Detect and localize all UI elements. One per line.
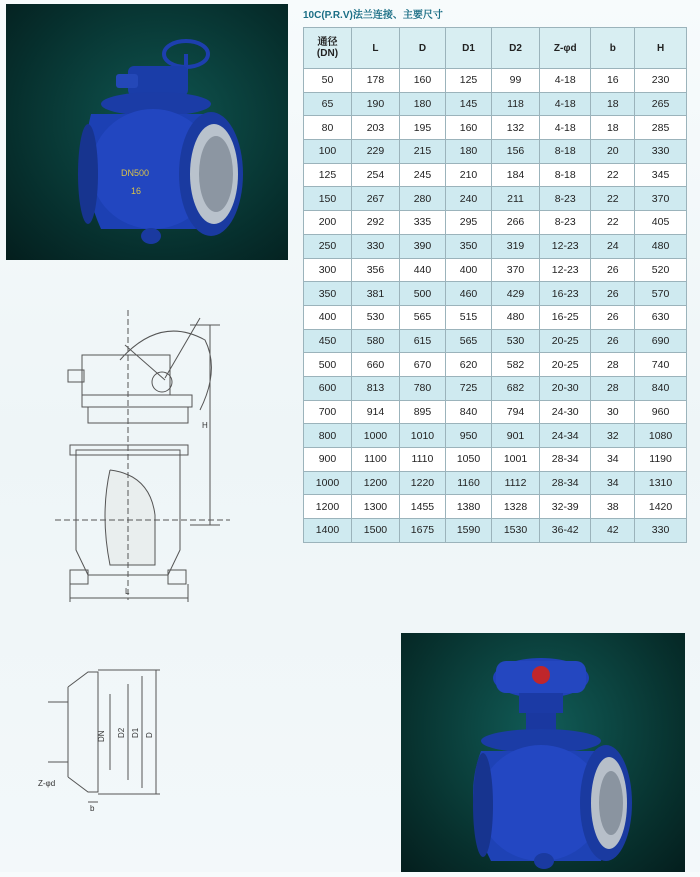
table-cell: 1500 <box>351 519 399 543</box>
table-cell: 350 <box>445 234 491 258</box>
table-cell: 480 <box>492 305 540 329</box>
table-cell: 1080 <box>635 424 687 448</box>
table-cell: 4-18 <box>540 116 591 140</box>
table-cell: 356 <box>351 258 399 282</box>
table-cell: 960 <box>635 400 687 424</box>
table-cell: 565 <box>399 305 445 329</box>
table-cell: 429 <box>492 282 540 306</box>
table-cell: 24 <box>591 234 635 258</box>
table-cell: 16-23 <box>540 282 591 306</box>
table-cell: 794 <box>492 400 540 424</box>
table-cell: 8-23 <box>540 187 591 211</box>
table-cell: 20-25 <box>540 353 591 377</box>
table-cell: 330 <box>351 234 399 258</box>
table-cell: 16 <box>591 69 635 93</box>
table-row <box>304 376 687 400</box>
dimension-label-h: H <box>202 421 208 430</box>
table-cell: 190 <box>351 92 399 116</box>
table-row <box>304 519 687 543</box>
table-cell: 1530 <box>492 519 540 543</box>
table-cell: 22 <box>591 163 635 187</box>
dimension-label-l: L <box>125 587 130 596</box>
table-cell: 530 <box>492 329 540 353</box>
table-cell: 480 <box>635 234 687 258</box>
table-cell: 285 <box>635 116 687 140</box>
valve-section-drawing <box>40 300 285 610</box>
table-cell: 8-18 <box>540 140 591 164</box>
table-cell: 630 <box>635 305 687 329</box>
table-cell: 682 <box>492 376 540 400</box>
valve-handwheel-image <box>6 4 288 260</box>
table-cell: 580 <box>351 329 399 353</box>
table-cell: 1050 <box>445 448 491 472</box>
table-cell: 330 <box>635 140 687 164</box>
table-row <box>304 353 687 377</box>
table-cell: 900 <box>304 448 352 472</box>
table-cell: 125 <box>304 163 352 187</box>
table-row <box>304 163 687 187</box>
table-cell: 250 <box>304 234 352 258</box>
dimension-label-b: b <box>90 804 95 812</box>
table-row <box>304 424 687 448</box>
table-cell: 950 <box>445 424 491 448</box>
table-row <box>304 211 687 235</box>
table-cell: 215 <box>399 140 445 164</box>
table-cell: 28-34 <box>540 471 591 495</box>
table-row <box>304 69 687 93</box>
flange-detail-drawing <box>38 662 178 812</box>
header-b: b <box>591 28 635 69</box>
table-cell: 38 <box>591 495 635 519</box>
table-cell: 8-23 <box>540 211 591 235</box>
table-cell: 160 <box>399 69 445 93</box>
table-cell: 700 <box>304 400 352 424</box>
table-cell: 36-42 <box>540 519 591 543</box>
table-cell: 195 <box>399 116 445 140</box>
table-cell: 515 <box>445 305 491 329</box>
header-zd: Z-φd <box>540 28 591 69</box>
table-cell: 800 <box>304 424 352 448</box>
table-cell: 670 <box>399 353 445 377</box>
table-cell: 100 <box>304 140 352 164</box>
table-row <box>304 305 687 329</box>
table-cell: 840 <box>635 376 687 400</box>
table-row <box>304 234 687 258</box>
table-cell: 1190 <box>635 448 687 472</box>
table-row <box>304 187 687 211</box>
table-cell: 370 <box>492 258 540 282</box>
table-cell: 400 <box>445 258 491 282</box>
table-cell: 118 <box>492 92 540 116</box>
table-cell: 813 <box>351 376 399 400</box>
table-cell: 265 <box>635 92 687 116</box>
header-h: H <box>635 28 687 69</box>
table-cell: 335 <box>399 211 445 235</box>
table-cell: 725 <box>445 376 491 400</box>
table-cell: 370 <box>635 187 687 211</box>
table-cell: 615 <box>399 329 445 353</box>
table-cell: 24-30 <box>540 400 591 424</box>
table-cell: 211 <box>492 187 540 211</box>
table-cell: 440 <box>399 258 445 282</box>
table-cell: 20-25 <box>540 329 591 353</box>
table-cell: 99 <box>492 69 540 93</box>
dimension-label-dn: DN <box>97 730 106 742</box>
table-cell: 26 <box>591 305 635 329</box>
table-cell: 30 <box>591 400 635 424</box>
table-cell: 405 <box>635 211 687 235</box>
table-row <box>304 92 687 116</box>
table-cell: 500 <box>304 353 352 377</box>
table-cell: 180 <box>445 140 491 164</box>
table-cell: 65 <box>304 92 352 116</box>
dimension-label-d1: D1 <box>131 727 140 738</box>
table-cell: 520 <box>635 258 687 282</box>
table-cell: 295 <box>445 211 491 235</box>
valve-photo-handwheel <box>6 4 288 260</box>
table-cell: 1328 <box>492 495 540 519</box>
table-cell: 203 <box>351 116 399 140</box>
table-cell: 180 <box>399 92 445 116</box>
table-cell: 12-23 <box>540 258 591 282</box>
table-cell: 570 <box>635 282 687 306</box>
table-cell: 1100 <box>351 448 399 472</box>
table-cell: 254 <box>351 163 399 187</box>
table-cell: 1300 <box>351 495 399 519</box>
table-cell: 32-39 <box>540 495 591 519</box>
table-cell: 600 <box>304 376 352 400</box>
table-cell: 530 <box>351 305 399 329</box>
table-cell: 690 <box>635 329 687 353</box>
table-cell: 1400 <box>304 519 352 543</box>
header-dn: 通径 (DN) <box>304 28 352 69</box>
dimension-label-zd: Z-φd <box>38 779 56 788</box>
table-cell: 230 <box>635 69 687 93</box>
table-cell: 350 <box>304 282 352 306</box>
table-cell: 42 <box>591 519 635 543</box>
table-row <box>304 495 687 519</box>
table-cell: 1010 <box>399 424 445 448</box>
table-cell: 1200 <box>304 495 352 519</box>
body-marking-pressure: 16 <box>131 186 142 196</box>
table-row <box>304 258 687 282</box>
table-cell: 267 <box>351 187 399 211</box>
table-cell: 1110 <box>399 448 445 472</box>
table-cell: 160 <box>445 116 491 140</box>
table-title: 10C(P.R.V)法兰连接、主要尺寸 <box>303 10 443 21</box>
table-cell: 1590 <box>445 519 491 543</box>
table-cell: 1000 <box>304 471 352 495</box>
table-cell: 1220 <box>399 471 445 495</box>
table-cell: 132 <box>492 116 540 140</box>
header-d2: D2 <box>492 28 540 69</box>
table-cell: 345 <box>635 163 687 187</box>
table-cell: 200 <box>304 211 352 235</box>
table-cell: 1200 <box>351 471 399 495</box>
table-cell: 620 <box>445 353 491 377</box>
table-cell: 32 <box>591 424 635 448</box>
table-cell: 28-34 <box>540 448 591 472</box>
header-d: D <box>399 28 445 69</box>
table-cell: 895 <box>399 400 445 424</box>
valve-actuator-image <box>401 633 685 872</box>
table-cell: 780 <box>399 376 445 400</box>
table-cell: 840 <box>445 400 491 424</box>
table-cell: 8-18 <box>540 163 591 187</box>
table-cell: 26 <box>591 282 635 306</box>
table-cell: 1675 <box>399 519 445 543</box>
table-cell: 34 <box>591 448 635 472</box>
table-cell: 330 <box>635 519 687 543</box>
table-cell: 240 <box>445 187 491 211</box>
table-cell: 178 <box>351 69 399 93</box>
table-row <box>304 471 687 495</box>
table-cell: 22 <box>591 211 635 235</box>
table-row <box>304 400 687 424</box>
table-cell: 914 <box>351 400 399 424</box>
table-cell: 450 <box>304 329 352 353</box>
table-cell: 1000 <box>351 424 399 448</box>
valve-photo-actuator <box>401 633 685 872</box>
table-cell: 460 <box>445 282 491 306</box>
valve-section-svg <box>40 300 285 610</box>
table-cell: 22 <box>591 187 635 211</box>
table-cell: 156 <box>492 140 540 164</box>
table-cell: 565 <box>445 329 491 353</box>
table-cell: 1455 <box>399 495 445 519</box>
header-d1: D1 <box>445 28 491 69</box>
table-cell: 125 <box>445 69 491 93</box>
table-cell: 16-25 <box>540 305 591 329</box>
table-cell: 300 <box>304 258 352 282</box>
table-cell: 292 <box>351 211 399 235</box>
table-cell: 582 <box>492 353 540 377</box>
table-body <box>304 69 687 543</box>
table-cell: 12-23 <box>540 234 591 258</box>
header-l: L <box>351 28 399 69</box>
dimensions-table <box>303 27 687 543</box>
table-cell: 1160 <box>445 471 491 495</box>
table-cell: 500 <box>399 282 445 306</box>
table-row <box>304 448 687 472</box>
dimension-label-d2: D2 <box>117 727 126 738</box>
table-cell: 390 <box>399 234 445 258</box>
body-marking-size: DN500 <box>121 168 150 178</box>
table-cell: 28 <box>591 376 635 400</box>
table-cell: 901 <box>492 424 540 448</box>
table-cell: 660 <box>351 353 399 377</box>
table-cell: 1001 <box>492 448 540 472</box>
table-cell: 1112 <box>492 471 540 495</box>
table-row <box>304 329 687 353</box>
flange-detail-svg <box>38 662 178 812</box>
table-cell: 28 <box>591 353 635 377</box>
table-cell: 24-34 <box>540 424 591 448</box>
table-cell: 1310 <box>635 471 687 495</box>
table-cell: 34 <box>591 471 635 495</box>
table-cell: 1380 <box>445 495 491 519</box>
table-cell: 145 <box>445 92 491 116</box>
table-cell: 229 <box>351 140 399 164</box>
table-cell: 26 <box>591 258 635 282</box>
table-cell: 266 <box>492 211 540 235</box>
table-cell: 150 <box>304 187 352 211</box>
table-header-row <box>304 28 687 69</box>
table-cell: 381 <box>351 282 399 306</box>
dimension-label-d: D <box>145 732 154 738</box>
table-cell: 20-30 <box>540 376 591 400</box>
table-cell: 26 <box>591 329 635 353</box>
table-cell: 80 <box>304 116 352 140</box>
table-cell: 740 <box>635 353 687 377</box>
table-cell: 319 <box>492 234 540 258</box>
table-cell: 1420 <box>635 495 687 519</box>
table-cell: 400 <box>304 305 352 329</box>
table-cell: 18 <box>591 116 635 140</box>
table-cell: 4-18 <box>540 92 591 116</box>
table-cell: 4-18 <box>540 69 591 93</box>
table-cell: 245 <box>399 163 445 187</box>
table-cell: 50 <box>304 69 352 93</box>
table-cell: 184 <box>492 163 540 187</box>
table-cell: 280 <box>399 187 445 211</box>
table-cell: 210 <box>445 163 491 187</box>
table-cell: 20 <box>591 140 635 164</box>
table-row <box>304 282 687 306</box>
table-cell: 18 <box>591 92 635 116</box>
table-row <box>304 116 687 140</box>
table-row <box>304 140 687 164</box>
